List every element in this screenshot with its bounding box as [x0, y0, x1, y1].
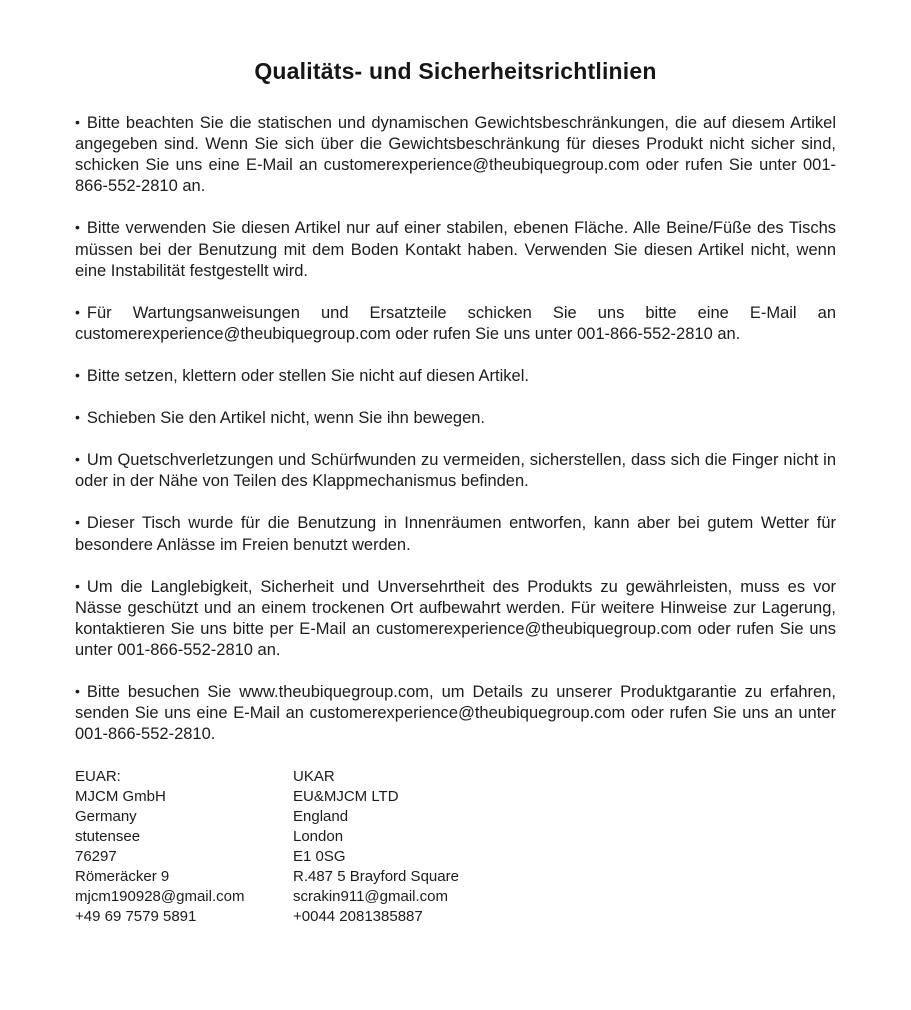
bullet-icon: • [75, 577, 80, 594]
guideline-text: Schieben Sie den Artikel nicht, wenn Sie ihn bewegen. [86, 409, 486, 428]
bullet-icon: • [75, 409, 80, 426]
guideline-text: Um die Langlebigkeit, Sicherheit und Unversehrtheit des Produkts zu gewährleisten, muss es vor Nässe geschützt und an einem trockenen Ort aufbewahrt werden. Für weitere Hinweise zur Lagerung, kontaktieren Sie uns bitte per E-Mail an customerexperience@theubiquegroup.com oder rufen Sie uns unter 001-866-552-2810 an. [75, 577, 836, 659]
contact-ukar-company: EU&MJCM LTD [293, 788, 399, 806]
contact-euar-city: stutensee [75, 828, 141, 846]
contact-ukar-postcode: E1 0SG [293, 848, 346, 866]
guideline-item [75, 303, 836, 345]
bullet-icon: • [75, 683, 80, 700]
guideline-text: Um Quetschverletzungen und Schürfwunden zu vermeiden, sicherstellen, dass sich die Finger nicht in oder in der Nähe von Teilen des Klappmechanismus befinden. [75, 451, 836, 491]
contact-euar-phone: +49 69 7579 5891 [75, 908, 197, 926]
contact-euar-company: MJCM GmbH [75, 788, 166, 806]
bullet-icon: • [75, 514, 80, 531]
guideline-text: Bitte beachten Sie die statischen und dynamischen Gewichtsbeschränkungen, die auf diesem Artikel angegeben sind. Wenn Sie sich über die Gewichtsbeschränkung für dieses Produkt nicht sicher sind, schicken Sie uns eine E-Mail an customerexperience@theubiquegroup.com oder rufen Sie unter 001-866-552-2810 an. [75, 114, 836, 196]
contact-ukar-country: England [293, 808, 349, 826]
contact-ukar-label: UKAR [293, 768, 335, 786]
bullet-icon: • [75, 114, 80, 130]
contact-euar-postcode: 76297 [75, 848, 117, 866]
contact-euar [75, 767, 293, 927]
bullet-icon: • [75, 219, 80, 236]
contact-ukar [293, 767, 836, 927]
guideline-text: Bitte setzen, klettern oder stellen Sie nicht auf diesen Artikel. [86, 366, 529, 385]
contact-euar-label: EUAR: [75, 768, 121, 786]
guideline-text: Bitte besuchen Sie www.theubiquegroup.com, um Details zu unserer Produktgarantie zu erfahren, senden Sie uns eine E-Mail an customerexperience@theubiquegroup.com oder rufen Sie uns an unter 001-866-552-2810. [75, 683, 836, 744]
bullet-icon: • [75, 366, 80, 383]
guideline-item [75, 682, 836, 745]
contact-euar-street: Römeräcker 9 [75, 868, 170, 886]
guideline-item [75, 513, 836, 555]
guideline-item [75, 450, 836, 492]
bullet-icon: • [75, 303, 80, 320]
contact-ukar-city: London [293, 828, 344, 846]
contact-ukar-email: scrakin911@gmail.com [293, 888, 449, 906]
guideline-item [75, 577, 836, 661]
guideline-text: Dieser Tisch wurde für die Benutzung in Innenräumen entworfen, kann aber bei gutem Wetter für besondere Anlässe im Freien benutzt werden. [75, 514, 836, 554]
contact-euar-country: Germany [75, 808, 137, 826]
guideline-item [75, 408, 836, 429]
contact-euar-email: mjcm190928@gmail.com [75, 888, 245, 906]
guideline-text: Für Wartungsanweisungen und Ersatzteile schicken Sie uns bitte eine E-Mail an customerexperience@theubiquegroup.com oder rufen Sie uns unter 001-866-552-2810 an. [75, 303, 836, 343]
contact-ukar-street: R.487 5 Brayford Square [293, 868, 459, 886]
guideline-item [75, 218, 836, 281]
contact-ukar-phone: +0044 2081385887 [293, 908, 423, 926]
guideline-text: Bitte verwenden Sie diesen Artikel nur auf einer stabilen, ebenen Fläche. Alle Beine/Füße des Tischs müssen bei der Benutzung mit dem Boden Kontakt haben. Verwenden Sie diesen Artikel nicht, wenn eine Instabilität festgestellt wird. [75, 219, 836, 280]
guideline-item [75, 113, 836, 197]
guideline-item [75, 366, 836, 387]
bullet-icon: • [75, 451, 80, 468]
contact-columns [75, 767, 836, 927]
page-title: Qualitäts- und Sicherheitsrichtlinien [254, 58, 657, 84]
guidelines-list [75, 113, 836, 745]
